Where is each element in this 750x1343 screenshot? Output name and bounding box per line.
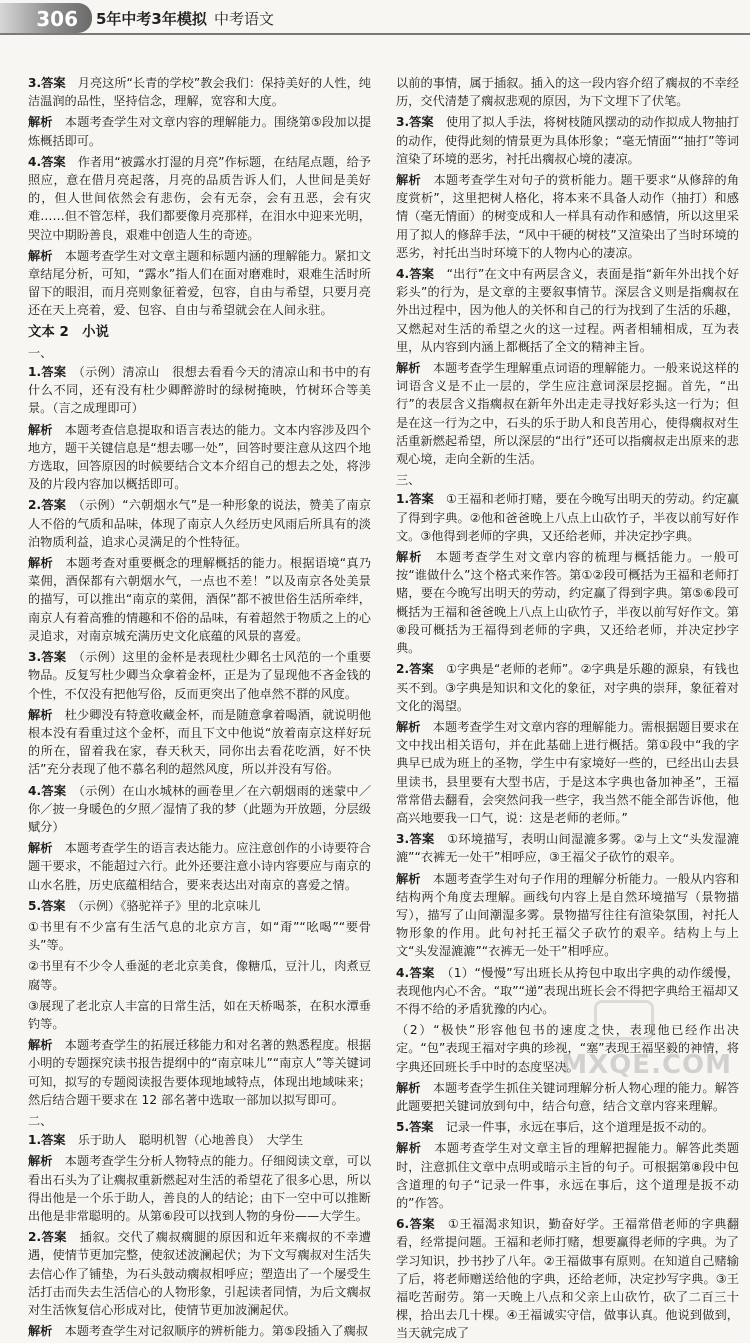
answer-item — [28, 554, 371, 645]
answer-label: 解析 — [396, 1141, 422, 1156]
answer-item — [28, 496, 371, 551]
answer-item — [28, 153, 371, 244]
answer-item — [28, 1322, 371, 1340]
answer-label: 解析 — [396, 550, 423, 565]
answer-paragraph — [28, 1152, 371, 1225]
answer-label: 解析 — [396, 871, 421, 886]
answer-item — [396, 1139, 739, 1212]
answer-item — [28, 363, 371, 418]
answer-paragraph — [28, 648, 371, 703]
answer-item — [28, 113, 371, 149]
answer-text: 记录一件事，永远在事后，这个道理是扳不动的。 — [445, 1120, 714, 1135]
watermark-logo-icon — [594, 1000, 654, 1040]
answer-paragraph — [396, 1118, 739, 1136]
answer-item — [28, 74, 371, 110]
answer-paragraph — [28, 1228, 371, 1319]
answer-text: 本题考查学生对文章主旨的理解把握能力。解答此类题时，注意抓住文章中点明或暗示主旨的句子。可根据第⑧段中包含道理的句子“记录一件事，永远在事后，这个道理是扳不动的”作答。 — [396, 1141, 740, 1210]
answer-label: 答案 — [41, 1133, 66, 1148]
answer-text: 本题考查学生的拓展迁移能力和对名著的熟悉程度。根据小明的专题探究读书报告提纲中的“南京味儿”“南京人”等关键词可知，拟写的专题阅读报告要体现地域特点，体现出地域味来；然后结合题干要求在 12 部名著中选取一部加以拟写即可。 — [28, 1038, 372, 1107]
answer-paragraph — [28, 706, 371, 779]
answer-paragraph — [396, 870, 739, 961]
answer-paragraph — [396, 490, 739, 545]
answer-item — [28, 918, 371, 954]
section-number: 三、 — [396, 473, 421, 488]
question-number: 3. — [396, 115, 410, 130]
question-number: 3. — [396, 832, 410, 847]
answer-text: 插叙。交代了瘸叔瘸腿的原因和近年来瘸叔的不幸遭遇，使情节更加完整，使叙述波澜起伏；为下文写瘸叔对生活失去信心作了铺垫，为石头鼓动瘸叔相呼应；塑造出了一个屡受生活打击而失去生活信心的人物形象，引起读者同情，为后文瘸叔对生活恢复信心形成对比，使情节更加波澜起伏。 — [28, 1230, 371, 1317]
answer-text: 本题考查学生对文章内容的理解能力。围绕第⑤段加以提炼概括即可。 — [28, 115, 372, 148]
answer-text: 作者用“被露水打湿的月亮”作标题，在结尾点题，给予照应，意在借月亮起落，月亮的品质告诉人们，人世间是美好的，但人世间依然会有悲伤，会有无奈，会有丑恶，会有灾难……但不管怎样，我们都要像月亮那样，在泪水中迎来光明，哭泣中期盼善良，艰难中创造人生的奇迹。 — [28, 154, 371, 242]
answer-item — [28, 1131, 371, 1149]
answer-label: 答案 — [409, 832, 435, 847]
answer-paragraph — [28, 554, 371, 645]
book-title: 5年中考3年模拟 — [96, 10, 207, 28]
answer-paragraph — [396, 265, 739, 356]
question-number: 2. — [396, 662, 410, 677]
answer-paragraph — [28, 113, 371, 149]
answer-text: 乐于助人 聪明机智（心地善良） 大学生 — [77, 1133, 304, 1148]
page-number-badge — [0, 3, 92, 33]
answer-item — [28, 839, 371, 894]
answer-item — [396, 660, 739, 715]
answer-item — [28, 247, 371, 320]
answer-item — [396, 964, 739, 1019]
answer-label: 答案 — [409, 1217, 436, 1232]
answer-text: 本题考查学生抓住关键词理解分析人物心理的能力。解答此题要把关键词放到句中，结合句意，结合文章内容来理解。 — [396, 1080, 740, 1113]
section-number: 一、 — [28, 345, 53, 360]
answer-label: 答案 — [409, 662, 434, 677]
answer-item — [396, 718, 739, 827]
answer-paragraph — [396, 1139, 739, 1212]
answer-paragraph — [28, 957, 371, 993]
answer-item — [396, 1118, 739, 1136]
answer-label: 答案 — [409, 492, 434, 507]
answer-label: 解析 — [28, 707, 53, 722]
question-number: 3. — [28, 650, 42, 665]
answer-text: 使用了拟人手法，将树枝随风摆动的动作拟成人物抽打的动作，使得此刻的情景更为具体形象；“毫无情面”“抽打”等词渲染了环境的恶劣，衬托出瘸叔心境的凄凉。 — [396, 115, 740, 166]
answer-paragraph — [396, 660, 739, 715]
header-rule — [0, 33, 750, 35]
question-number: 4. — [396, 267, 410, 282]
question-number: 4. — [28, 154, 42, 169]
answer-text: “出行”在文中有两层含义，表面是指“新年外出找个好彩头”的行为，是文章的主要叙事情节。深层含义则是指瘸叔在外出过程中，因为他人的关怀和自己的行为找到了生活的乐趣，又燃起对生活的希望之火的这一过程。两者相辅相成，互为表里，从内容到内涵上都概括了全文的精神主旨。 — [396, 267, 740, 354]
question-number: 1. — [28, 365, 42, 380]
section-title: 文本 2 小说 — [28, 324, 109, 340]
answer-label: 解析 — [28, 841, 53, 856]
answer-text: 月亮这所“长青的学校”教会我们：保持美好的人性，纯洁温润的品性，坚持信念，理解，宽容和大度。 — [28, 76, 371, 109]
answer-paragraph — [28, 421, 371, 494]
answer-text: （示例）《骆驼祥子》里的北京味儿 — [77, 898, 261, 913]
question-number: 4. — [396, 965, 410, 980]
answer-paragraph — [396, 359, 739, 468]
answer-paragraph — [28, 897, 371, 915]
answer-label: 答案 — [41, 365, 67, 380]
answer-label: 答案 — [41, 1230, 67, 1245]
question-number: 3. — [28, 76, 42, 90]
answer-text: 杜少卿没有特意收藏金杯，而是随意拿着喝酒，就说明他根本没有看重过这个金杯，而且下文中他说“放着南京这样好玩的所在，留着我在家，春天秋天，同你出去看花吃酒，好不快活”充分表现了他不慕名利的超然风度，所以并没有写俗。 — [28, 707, 372, 777]
answer-text: （示例）清凉山 很想去看看今天的清凉山和书中的有什么不同，还有没有杜少卿醉游时的绿树掩映，竹树环合等美景。（言之成理即可） — [28, 365, 372, 416]
answer-paragraph — [396, 1079, 739, 1115]
question-number: 2. — [28, 1230, 42, 1245]
answer-label: 答案 — [409, 965, 435, 980]
answer-item — [396, 171, 739, 262]
answer-text: （2）“极快”形容他包书的速度之快，表现他已经作出决定。“包”表现王福对字典的珍视，“塞”表现王福坚毅的神情，将字典还回班长手中时的态度坚决。 — [396, 1023, 739, 1074]
answer-paragraph — [28, 918, 371, 954]
answer-text: 本题考查学生对文章内容的梳理与概括能力。一般可按“谁做什么”这个格式来作答。第①②段可概括为王福和老师打赌，要在今晚写出明天的劳动，约定赢了得到字典。第⑤⑥段可概括为王福和爸爸晚上八点上山砍竹子，半夜以前写好作文。第⑧段可概括为王福得到老师的字典，又还给老师，并决定抄字典。 — [396, 550, 740, 656]
answer-paragraph — [396, 113, 739, 168]
answer-text: 本题考查学生对文章内容的理解能力。需根据题目要求在文中找出相关语句，并在此基础上进行概括。第①段中“我的字典早已成为班上的圣物，学生中有家境好一些的，已经出山去县里读书，县里要有大型书店，于是这本字典也备加神圣”，王福常常借去翻看，会突然问我一些字，我当然不能全部告诉他，他高兴地要我一口气，说：这是老师的老师。” — [396, 719, 740, 825]
answer-label: 解析 — [396, 719, 421, 734]
answer-paragraph — [28, 496, 371, 551]
answer-paragraph — [396, 830, 739, 866]
answer-label: 答案 — [409, 1120, 434, 1135]
answer-label: 解析 — [396, 1080, 421, 1095]
watermark-text: MXQE.COM — [561, 1050, 732, 1080]
answer-label: 解析 — [28, 115, 53, 130]
answer-item — [28, 706, 371, 779]
answer-label: 解析 — [28, 422, 53, 437]
answer-label: 答案 — [41, 154, 66, 169]
answer-paragraph — [28, 363, 371, 418]
answer-label: 答案 — [409, 267, 435, 282]
answer-item — [28, 421, 371, 494]
answer-label: 解析 — [28, 556, 53, 571]
answer-text: ③展现了老北京人丰富的日常生活，如在天桥喝茶，在积水潭垂钓等。 — [28, 998, 371, 1031]
answer-text: ②书里有不少令人垂涎的老北京美食，像糖瓜，豆汁儿，肉煮豆腐等。 — [28, 959, 371, 992]
page-header — [0, 0, 750, 44]
answer-paragraph — [396, 1215, 739, 1342]
subject-title: 中考语文 — [214, 10, 275, 28]
answer-paragraph — [28, 74, 371, 110]
answer-paragraph — [28, 1036, 371, 1109]
answer-paragraph — [28, 153, 371, 244]
answer-paragraph — [396, 171, 739, 262]
answer-text: （1）“慢慢”写出班长从挎包中取出字典的动作缓慢，表现他内心不舍。“取”“递”表现出班长会不得把字典给王福却又不得不给的矛盾犹豫的内心。 — [396, 965, 739, 1016]
answer-text: ①王福渴求知识，勤奋好学。王福常借老师的字典翻看，经常提问题。王福和老师打赌，想要赢得老师的字典。为了学习知识，抄书抄了八年。②王福做事有原则。在知道自己赌输了后，将老师赠送给他的字典，还给老师，决定抄写字典。③王福吃苦耐劳。第一天晚上八点和父亲上山砍竹，砍了二百三十棵，拾出去几十棵。④王福诚实守信，做事认真。他说到做到，当天就完成了 — [396, 1217, 740, 1341]
answer-label: 解析 — [28, 1154, 53, 1169]
question-number: 1. — [28, 1133, 42, 1148]
answer-item — [396, 870, 739, 961]
answer-text: （示例）在山水城林的画卷里／在六朝烟雨的迷蒙中／你／披一身暖色的夕照／湿情了我的梦（此题为开放题，分层级赋分） — [28, 783, 372, 834]
answer-item — [28, 997, 371, 1033]
answer-item — [28, 1036, 371, 1109]
answer-text: 本题考查信息提取和语言表达的能力。文本内容涉及四个地方，题干关键信息是“想去哪一处”，回答时要注意从这四个地方选取，回答原因的时候要结合文本介绍自己的想去之处，将涉及的片段内容加以概括即可。 — [28, 422, 372, 492]
answer-label: 答案 — [409, 115, 434, 130]
answer-paragraph — [28, 782, 371, 837]
answer-item — [396, 1079, 739, 1115]
section-number: 二、 — [28, 1113, 53, 1128]
answer-text: 本题考查学生对记叙顺序的辨析能力。第⑤段插入了瘸叔 — [64, 1324, 368, 1339]
right-column — [396, 74, 740, 1341]
answer-item — [28, 897, 371, 915]
answer-text: 以前的事情，属于插叙。插入的这一段内容介绍了瘸叔的不幸经历，交代清楚了瘸叔悲观的原因，为下文埋下了伏笔。 — [396, 76, 739, 109]
answer-item — [396, 113, 739, 168]
answer-label: 解析 — [28, 1038, 53, 1053]
answer-text: ①王福和老师打赌，要在今晚写出明天的劳动。约定赢了得到字典。②他和爸爸晚上八点上山砍竹子，半夜以前写好作文。③他得到老师的字典，又还给老师，并决定抄字典。 — [396, 492, 739, 543]
answer-paragraph — [28, 247, 371, 320]
answer-label: 解析 — [396, 173, 421, 188]
answer-item — [28, 1152, 371, 1225]
answer-item — [28, 1228, 371, 1319]
answer-label: 解析 — [28, 1324, 53, 1339]
answer-item — [396, 265, 739, 356]
answer-label: 答案 — [41, 783, 67, 798]
answer-label: 答案 — [41, 498, 67, 513]
answer-label: 答案 — [41, 76, 66, 90]
answer-text: （示例）这里的金杯是表现杜少卿名士风范的一个重要物品。反复写杜少卿当众拿着金杯，正是为了显现他不吝金钱的个性，不仅没有把他写俗，反而更突出了他卓然不群的风度。 — [28, 650, 372, 701]
answer-text: （示例）“六朝烟水气”是一种形象的说法，赞美了南京人不俗的气质和品味，体现了南京人久经历史风雨后所具有的淡泊物质利益，追求心灵满足的个性特征。 — [28, 498, 372, 549]
answer-item — [28, 782, 371, 837]
answer-item — [396, 830, 739, 866]
answer-item — [396, 1215, 739, 1342]
answer-item — [396, 490, 739, 545]
answer-text: 本题考查对重要概念的理解概括的能力。根据语境“真乃菜佣，酒保都有六朝烟水气，一点也不差！”以及南京各处美景的描写，可以推出“南京的菜佣，酒保”都不被世俗生活所牵绊，南京人有着高雅的情趣和不俗的品味，有着超然于物质之上的心灵追求，对南京城充满历史文化底蕴的风景的喜爱。 — [28, 556, 372, 643]
answer-text: 本题考查学生的语言表达能力。应注意创作的小诗要符合题干要求，不能超过六行。此外还要注意小诗内容要应与南京的山水名胜，历史底蕴相结合，要来表达出对南京的喜爱之情。 — [28, 841, 372, 892]
answer-text: ①书里有不少富有生活气息的北京方言，如“甭”“吆喝”“要骨头”等。 — [28, 919, 371, 953]
answer-text: 本题考查学生对文章主题和标题内涵的理解能力。紧扣文章结尾分析，可知，“露水”指人们在面对磨难时，艰难生活时所留下的眼泪，而月亮则象征着爱，包容，自由与希望，只要月亮还在天上亮着，爱、包容、自由与希望就会在人间永驻。 — [28, 248, 372, 318]
answer-paragraph — [396, 964, 739, 1019]
question-number: 5. — [396, 1120, 410, 1135]
answer-item — [28, 957, 371, 993]
answer-label: 答案 — [41, 898, 66, 913]
answer-item — [28, 648, 371, 703]
answer-paragraph — [28, 839, 371, 894]
answer-paragraph — [28, 997, 371, 1033]
left-column — [28, 74, 372, 1339]
answer-text: ①环境描写，表明山间湿漉多雾。②与上文“头发湿漉漉”“衣裤无一处干”相呼应，③王福父子砍竹的艰辛。 — [396, 832, 740, 865]
answer-text: ①字典是“老师的老师”。②字典是乐趣的源泉，有钱也买不到。③字典是知识和文化的象征，对字典的崇拜，象征着对文化的渴望。 — [396, 662, 740, 713]
question-number: 4. — [28, 783, 42, 798]
question-number: 6. — [396, 1217, 410, 1232]
answer-text: 本题考查学生理解重点词语的理解能力。一般来说这样的词语含义是不止一层的，学生应注意词深层挖掘。首先，“出行”的表层含义指瘸叔在新年外出走走寻找好彩头这一行为；但是在这一行为之中，石头的乐于助人和良苦用心，使得瘸叔对生活重新燃起希望，所以深层的“出行”还可以指瘸叔走出原来的悲观心境，走向全新的生活。 — [396, 361, 740, 467]
answer-paragraph — [28, 1131, 371, 1149]
answer-text: 本题考查学生对句子作用的理解分析能力。一般从内容和结构两个角度去理解。画线句内容上是自然环境描写（景物描写），描写了山间潮湿多雾。景物描写往往有渲染氛围，衬托人物形象的作用。此句衬托王福父子砍竹的艰辛。结构上与上文“头发湿漉漉”“衣裤无一处干”相呼应。 — [396, 871, 740, 959]
page-number: 306 — [36, 7, 78, 31]
question-number: 2. — [28, 498, 42, 513]
answer-paragraph — [28, 1322, 371, 1340]
answer-paragraph — [396, 74, 739, 110]
answer-text: 本题考查学生分析人物特点的能力。仔细阅读文章，可以看出石头为了让瘸叔重新燃起对生活的希望花了很多心思，所以得出他是一个乐于助人，善良的人的结论；由下一空中可以推断出他是非常聪明的。从第⑥段可以找到人物的身份——大学生。 — [28, 1154, 372, 1223]
question-number: 1. — [396, 492, 410, 507]
answer-text: 本题考查学生对句子的赏析能力。题干要求“从修辞的角度赏析”，这里把树人格化，将本来不具备人动作（抽打）和感情（毫无情面）的树变成和人一样具有动作和感情，所以这里采用了拟人的修辞手法，“风中干硬的树枝”又渲染出了当时环境的恶劣，衬托出当时环境下的人物内心的凄凉。 — [396, 173, 740, 260]
answer-label: 解析 — [28, 248, 53, 263]
answer-item — [396, 74, 739, 110]
answer-label: 解析 — [396, 361, 421, 376]
answer-label: 答案 — [41, 650, 67, 665]
answer-paragraph — [396, 548, 739, 657]
answer-item — [396, 359, 739, 468]
question-number: 5. — [28, 898, 42, 913]
answer-paragraph — [396, 718, 739, 827]
answer-item — [396, 548, 739, 657]
